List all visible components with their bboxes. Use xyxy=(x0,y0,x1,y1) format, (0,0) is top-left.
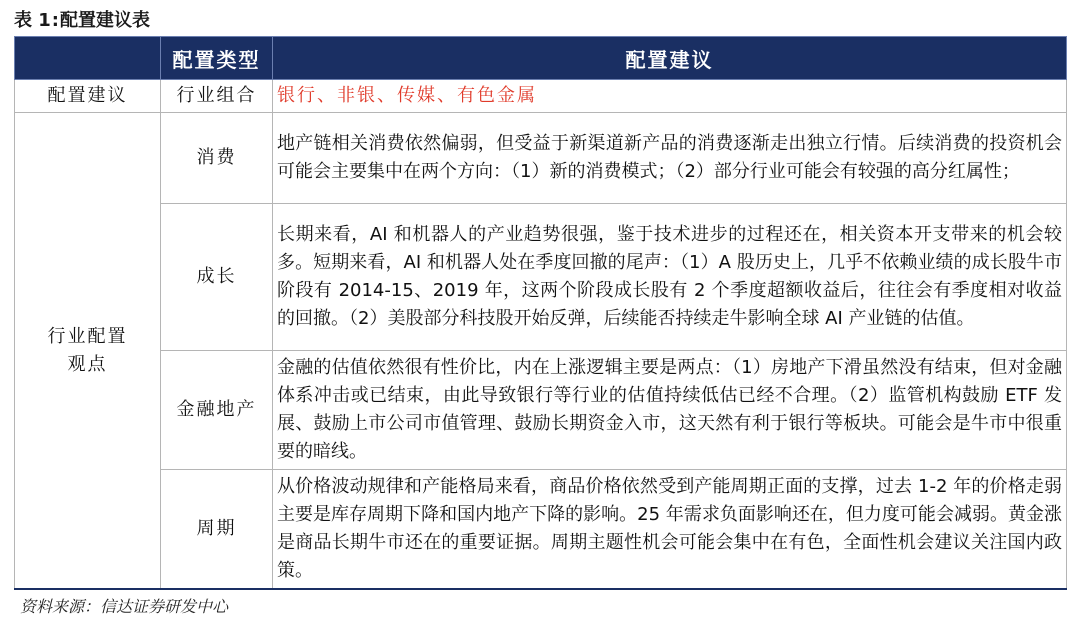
type-finance-realestate: 金融地产 xyxy=(161,351,273,470)
table-row xyxy=(15,113,1067,204)
text-finance-realestate: 金融的估值依然很有性价比，内在上涨逻辑主要是两点：（1）房地产下滑虽然没有结束，但对金融体系冲击或已结束，由此导致银行等行业的估值持续低估已经不合理。（2）监管机构鼓励 ETF 发展、鼓励上市公司市值管理、鼓励长期资金入市，这天然有利于银行等板块。可能会是牛市中很重要的暗线。 xyxy=(273,351,1067,470)
header-row xyxy=(15,37,1067,80)
type-growth: 成长 xyxy=(161,204,273,351)
header-suggestion: 配置建议 xyxy=(273,37,1067,80)
table-row xyxy=(15,470,1067,590)
row-type-combo: 行业组合 xyxy=(161,80,273,113)
row-value-combo xyxy=(273,80,1067,113)
header-type: 配置类型 xyxy=(161,37,273,80)
type-cyclical: 周期 xyxy=(161,470,273,590)
source-note: 资料来源：信达证券研发中心 xyxy=(20,597,229,616)
type-consumption: 消费 xyxy=(161,113,273,204)
recommended-sectors: 银行、非银、传媒、有色金属 xyxy=(277,85,537,106)
table-row xyxy=(15,351,1067,470)
group-label-industry-view xyxy=(15,113,161,590)
text-cyclical: 从价格波动规律和产能格局来看，商品价格依然受到产能周期正面的支撑，过去 1-2 年的价格走弱主要是库存周期下降和国内地产下降的影响。25 年需求负面影响还在，但力度可能会减弱。黄金涨是商品长期牛市还在的重要证据。周期主题性机会可能会集中在有色，全面性机会建议关注国内政策。 xyxy=(273,470,1067,590)
text-growth: 长期来看，AI 和机器人的产业趋势很强，鉴于技术进步的过程还在，相关资本开支带来的机会较多。短期来看，AI 和机器人处在季度回撤的尾声：（1）A 股历史上，几乎不依赖业绩的成长股牛市阶段有 2014-15、2019 年，这两个阶段成长股有 2 个季度超额收益后，往往会有季度相对收益的回撤。（2）美股部分科技股开始反弹，后续能否持续走牛影响全球 AI 产业链的估值。 xyxy=(273,204,1067,351)
group-label-line-1: 行业配置 xyxy=(47,325,128,347)
header-blank xyxy=(15,37,161,80)
table-caption xyxy=(14,7,150,35)
caption-separator: : xyxy=(51,10,59,31)
text-consumption: 地产链相关消费依然偏弱，但受益于新渠道新产品的消费逐渐走出独立行情。后续消费的投资机会可能会主要集中在两个方向：（1）新的消费模式；（2）部分行业可能会有较强的高分红属性； xyxy=(273,113,1067,204)
allocation-table xyxy=(14,36,1067,590)
table-row xyxy=(15,204,1067,351)
caption-title: 配置建议表 xyxy=(60,10,150,31)
row-industry-combo xyxy=(15,80,1067,113)
group-label-line-2: 观点 xyxy=(67,353,108,375)
caption-label: 表 1 xyxy=(14,10,51,31)
row-label-config: 配置建议 xyxy=(15,80,161,113)
